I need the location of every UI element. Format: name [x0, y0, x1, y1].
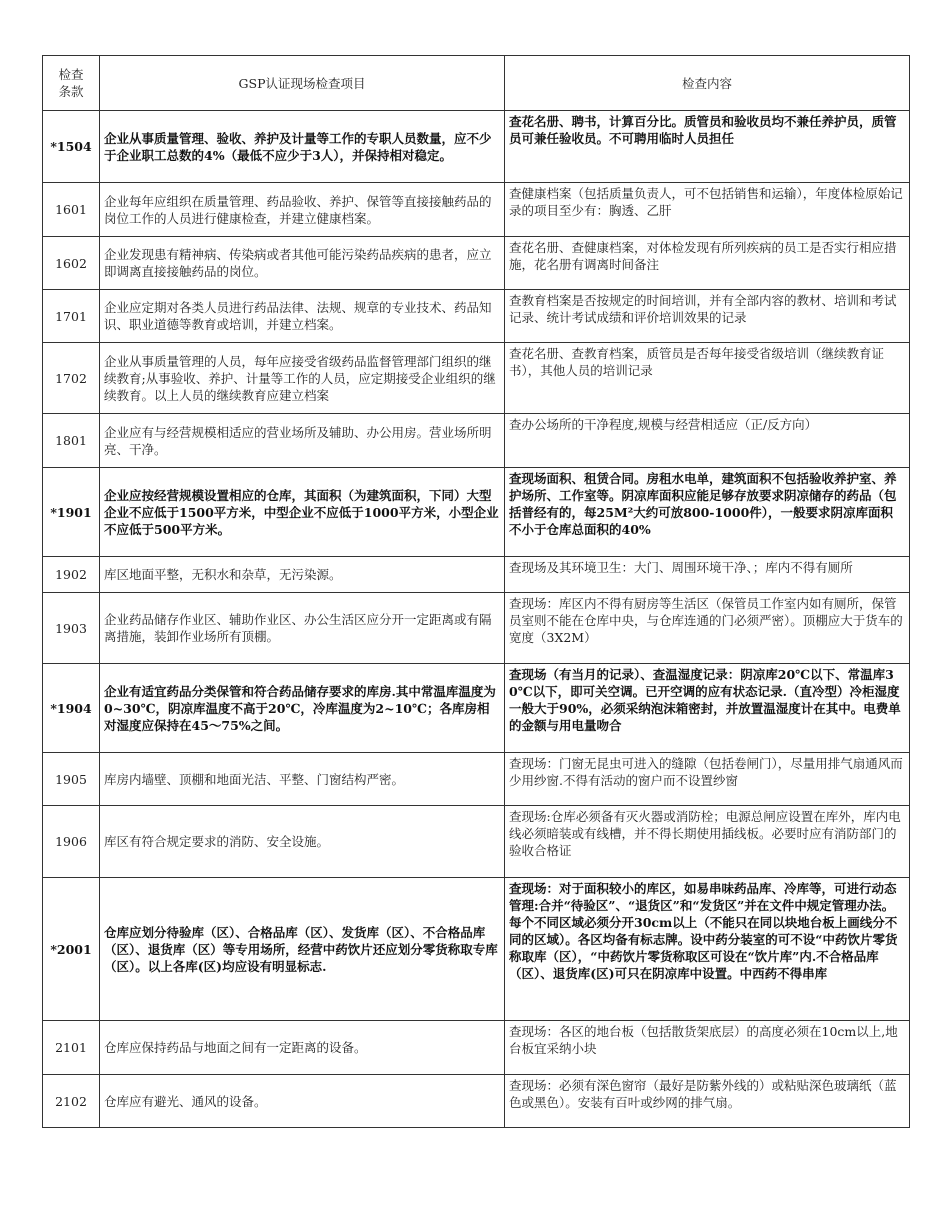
inspection-content-cell: 查现场:仓库必须备有灭火器或消防栓；电源总闸应设置在库外，库内电线必须暗装或有线槽，并不得长期使用插线板。必要时应有消防部门的验收合格证 [505, 806, 910, 878]
table-row [43, 183, 910, 237]
clause-code-cell: *2001 [43, 878, 100, 1021]
clause-code-cell: 1903 [43, 593, 100, 664]
inspection-item-cell: 企业应定期对各类人员进行药品法律、法规、规章的专业技术、药品知识、职业道德等教育或培训，并建立档案。 [100, 290, 505, 343]
inspection-content-cell: 查健康档案（包括质量负责人，可不包括销售和运输），年度体检原始记录的项目至少有：胸透、乙肝 [505, 183, 910, 237]
inspection-content-cell: 查教育档案是否按规定的时间培训，并有全部内容的教材、培训和考试记录、统计考试成绩和评价培训效果的记录 [505, 290, 910, 343]
inspection-content-cell: 查现场：各区的地台板（包括散货架底层）的高度必须在10cm以上,地台板宜采纳小块 [505, 1021, 910, 1075]
clause-code-cell: 1902 [43, 557, 100, 593]
clause-code-cell: 1702 [43, 343, 100, 414]
clause-code-cell: 1906 [43, 806, 100, 878]
inspection-item-cell: 企业每年应组织在质量管理、药品验收、养护、保管等直接接触药品的岗位工作的人员进行健康检查，并建立健康档案。 [100, 183, 505, 237]
inspection-content-cell: 查现场面积、租赁合同。房租水电单，建筑面积不包括验收养护室、养护场所、工作室等。阴凉库面积应能足够存放要求阴凉储存的药品（包括普经有的，每25M²大约可放800-1000件），一般要求阴凉库面积不小于仓库总面积的40% [505, 468, 910, 557]
inspection-content-cell: 查办公场所的干净程度,规模与经营相适应（正/反方向） [505, 414, 910, 468]
inspection-item-cell: 企业从事质量管理、验收、养护及计量等工作的专职人员数量，应不少于企业职工总数的4%（最低不应少于3人），并保持相对稳定。 [100, 111, 505, 183]
table-row [43, 1021, 910, 1075]
clause-code-cell: 1701 [43, 290, 100, 343]
clause-code-cell: *1901 [43, 468, 100, 557]
inspection-item-cell: 仓库应有避光、通风的设备。 [100, 1075, 505, 1128]
inspection-item-cell: 企业从事质量管理的人员，每年应接受省级药品监督管理部门组织的继续教育;从事验收、养护、计量等工作的人员，应定期接受企业组织的继续教育。以上人员的继续教育应建立档案 [100, 343, 505, 414]
gsp-inspection-table [42, 55, 910, 1128]
inspection-content-cell: 查现场及其环境卫生：大门、周围环境干净、；库内不得有厕所 [505, 557, 910, 593]
table-row [43, 290, 910, 343]
clause-code-cell: 2101 [43, 1021, 100, 1075]
inspection-content-cell: 查现场（有当月的记录）、查温湿度记录：阴凉库20℃以下、常温库30℃以下，即可关空调。已开空调的应有状态记录.（直冷型）冷柜湿度一般大于90%，必须采纳泡沫箱密封，并放置温湿度计在其中。电费单的金额与用电量吻合 [505, 664, 910, 753]
header-clause-code: 检查 条款 [43, 56, 100, 111]
inspection-item-cell: 企业药品储存作业区、辅助作业区、办公生活区应分开一定距离或有隔离措施，装卸作业场所有顶棚。 [100, 593, 505, 664]
clause-code-cell: *1904 [43, 664, 100, 753]
inspection-content-cell: 查花名册、聘书，计算百分比。质管员和验收员均不兼任养护员，质管员可兼任验收员。不可聘用临时人员担任 [505, 111, 910, 183]
table-row [43, 111, 910, 183]
inspection-item-cell: 仓库应划分待验库（区）、合格品库（区）、发货库（区）、不合格品库（区）、退货库（区）等专用场所，经营中药饮片还应划分零货称取专库（区）。以上各库(区)均应设有明显标志. [100, 878, 505, 1021]
inspection-content-cell: 查现场：库区内不得有厨房等生活区（保管员工作室内如有厕所，保管员室则不能在仓库中央，与仓库连通的门必须严密）。顶棚应大于货车的宽度（3X2M） [505, 593, 910, 664]
table-row [43, 557, 910, 593]
inspection-item-cell: 仓库应保持药品与地面之间有一定距离的设备。 [100, 1021, 505, 1075]
table-row [43, 806, 910, 878]
clause-code-cell: 1601 [43, 183, 100, 237]
table-row [43, 414, 910, 468]
header-inspection-item: GSP认证现场检查项目 [100, 56, 505, 111]
inspection-item-cell: 企业发现患有精神病、传染病或者其他可能污染药品疾病的患者，应立即调离直接接触药品的岗位。 [100, 237, 505, 290]
clause-code-cell: 2102 [43, 1075, 100, 1128]
inspection-item-cell: 企业应有与经营规模相适应的营业场所及辅助、办公用房。营业场所明亮、干净。 [100, 414, 505, 468]
inspection-item-cell: 库房内墙壁、顶棚和地面光洁、平整、门窗结构严密。 [100, 753, 505, 806]
table-row [43, 593, 910, 664]
header-inspection-content: 检查内容 [505, 56, 910, 111]
inspection-item-cell: 库区有符合规定要求的消防、安全设施。 [100, 806, 505, 878]
inspection-content-cell: 查现场：门窗无昆虫可进入的缝隙（包括卷闸门），尽量用排气扇通风而少用纱窗.不得有活动的窗户而不设置纱窗 [505, 753, 910, 806]
table-row [43, 343, 910, 414]
inspection-item-cell: 企业有适宜药品分类保管和符合药品储存要求的库房.其中常温库温度为0~30℃，阴凉库温度不高于20℃，冷库温度为2~10℃；各库房相对湿度应保持在45～75%之间。 [100, 664, 505, 753]
clause-code-cell: 1801 [43, 414, 100, 468]
inspection-content-cell: 查现场：必须有深色窗帘（最好是防紫外线的）或粘贴深色玻璃纸（蓝色或黑色）。安装有百叶或纱网的排气扇。 [505, 1075, 910, 1128]
inspection-content-cell: 查现场：对于面积较小的库区，如易串味药品库、冷库等，可进行动态管理:合并“待验区”、“退货区”和“发货区”并在文件中规定管理办法。每个不同区域必须分开30cm以上（不能只在同以块地台板上画线分不同的区域）。各区均备有标志牌。设中药分装室的可不设“中药饮片零货称取库（区），“中药饮片零货称取区可设在“饮片库”内.不合格品库（区）、退货库(区)可只在阴凉库中设置。中西药不得串库 [505, 878, 910, 1021]
inspection-content-cell: 查花名册、查教育档案，质管员是否每年接受省级培训（继续教育证书），其他人员的培训记录 [505, 343, 910, 414]
clause-code-cell: 1905 [43, 753, 100, 806]
table-header-row [43, 56, 910, 111]
clause-code-cell: 1602 [43, 237, 100, 290]
clause-code-cell: *1504 [43, 111, 100, 183]
inspection-item-cell: 企业应按经营规模设置相应的仓库，其面积（为建筑面积，下同）大型企业不应低于1500平方米，中型企业不应低于1000平方米，小型企业不应低于500平方米。 [100, 468, 505, 557]
table-row [43, 237, 910, 290]
table-row [43, 753, 910, 806]
table-row [43, 468, 910, 557]
table-row [43, 878, 910, 1021]
table-row [43, 1075, 910, 1128]
table-row [43, 664, 910, 753]
inspection-item-cell: 库区地面平整，无积水和杂草，无污染源。 [100, 557, 505, 593]
inspection-content-cell: 查花名册、查健康档案，对体检发现有所列疾病的员工是否实行相应措施，花名册有调离时间备注 [505, 237, 910, 290]
table-body [43, 111, 910, 1128]
